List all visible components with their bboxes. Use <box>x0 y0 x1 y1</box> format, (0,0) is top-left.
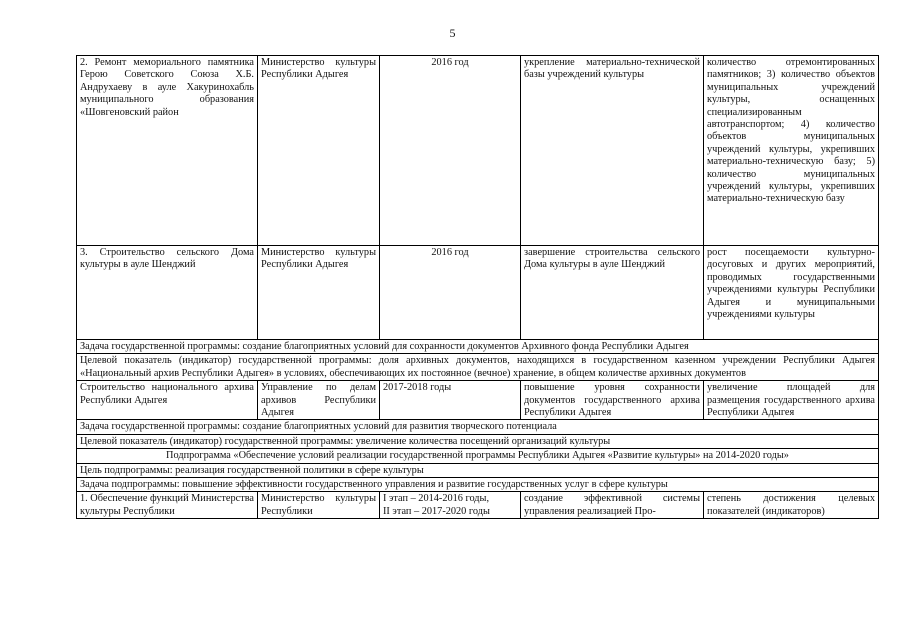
indicator-link: рост посещаемости культурно-досуговых и других мероприятий, проводимых государственными учреждениями культуры Республики Адыгея и муниципальными учреждениями культуры <box>704 246 879 340</box>
page-number: 5 <box>449 26 456 40</box>
period: 2016 год <box>380 56 521 246</box>
table-row <box>77 340 879 354</box>
table-row <box>77 449 879 463</box>
responsible-body: Управление по делам архивов Республики Адыгея <box>258 381 380 420</box>
measure-name: Строительство национального архива Республики Адыгея <box>77 381 258 420</box>
table-row <box>77 381 879 420</box>
table-row <box>77 478 879 492</box>
program-indicator-archive: Целевой показатель (индикатор) государственной программы: доля архивных документов, находящихся в государственном казенном учреждении Республики Адыгея «Национальный архив Республики Адыгея» в условиях, обеспечивающих их постоянное (вечное) хранение, в общем количестве архивных документов <box>77 354 879 381</box>
measure-name: 3. Строительство сельского Дома культуры в ауле Шенджий <box>77 246 258 340</box>
table-row <box>77 492 879 519</box>
expected-result: создание эффективной системы управления реализацией Про- <box>521 492 704 519</box>
table-row <box>77 463 879 477</box>
program-task-archive: Задача государственной программы: создание благоприятных условий для сохранности документов Архивного фонда Республики Адыгея <box>77 340 879 354</box>
program-task-creative: Задача государственной программы: создание благоприятных условий для развития творческого потенциала <box>77 420 879 434</box>
period: 2016 год <box>380 246 521 340</box>
period: 2017-2018 годы <box>380 381 521 420</box>
subprogram-title: Подпрограмма «Обеспечение условий реализации государственной программы Республики Адыгея «Развитие культуры» на 2014-2020 годы» <box>77 449 879 463</box>
table-row <box>77 420 879 434</box>
period-stage-2: II этап – 2017-2020 годы <box>383 505 490 517</box>
period-stage-1: I этап – 2014-2016 годы, <box>383 493 490 505</box>
measure-name: 1. Обеспечение функций Министерства культуры Республики <box>77 492 258 519</box>
program-indicator-visits: Целевой показатель (индикатор) государственной программы: увеличение количества посещений организаций культуры <box>77 434 879 448</box>
table-row <box>77 246 879 340</box>
responsible-body: Министерство культуры Республики <box>258 492 380 519</box>
responsible-body: Министерство культуры Республики Адыгея <box>258 246 380 340</box>
table-row <box>77 56 879 246</box>
expected-result: повышение уровня сохранности документов государственного архива Республики Адыгея <box>521 381 704 420</box>
expected-result: укрепление материально-технической базы учреждений культуры <box>521 56 704 246</box>
subprogram-goal: Цель подпрограммы: реализация государственной политики в сфере культуры <box>77 463 879 477</box>
table-row <box>77 434 879 448</box>
indicator-link: количество отремонтированных памятников; 3) количество объектов муниципальных учреждений культуры, оснащенных специализированным автотранспортом; 4) количество объектов муниципальных учреждений культуры, укрепивших материально-техническую базу; 5) количество муниципальных учреждений культуры, укрепивших материально-техническую базу <box>704 56 879 246</box>
indicator-link: увеличение площадей для размещения государственного архива Республики Адыгея <box>704 381 879 420</box>
indicator-link: степень достижения целевых показателей (индикаторов) <box>704 492 879 519</box>
responsible-body: Министерство культуры Республики Адыгея <box>258 56 380 246</box>
expected-result: завершение строительства сельского Дома культуры в ауле Шенджий <box>521 246 704 340</box>
measure-name: 2. Ремонт мемориального памятника Герою Советского Союза Х.Б. Андрухаеву в ауле Хакуринохабль муниципального образования «Шовгеновский район <box>77 56 258 246</box>
program-table <box>76 55 879 519</box>
period <box>380 492 521 519</box>
subprogram-task: Задача подпрограммы: повышение эффективности государственного управления и развитие государственных услуг в сфере культуры <box>77 478 879 492</box>
table-row <box>77 354 879 381</box>
